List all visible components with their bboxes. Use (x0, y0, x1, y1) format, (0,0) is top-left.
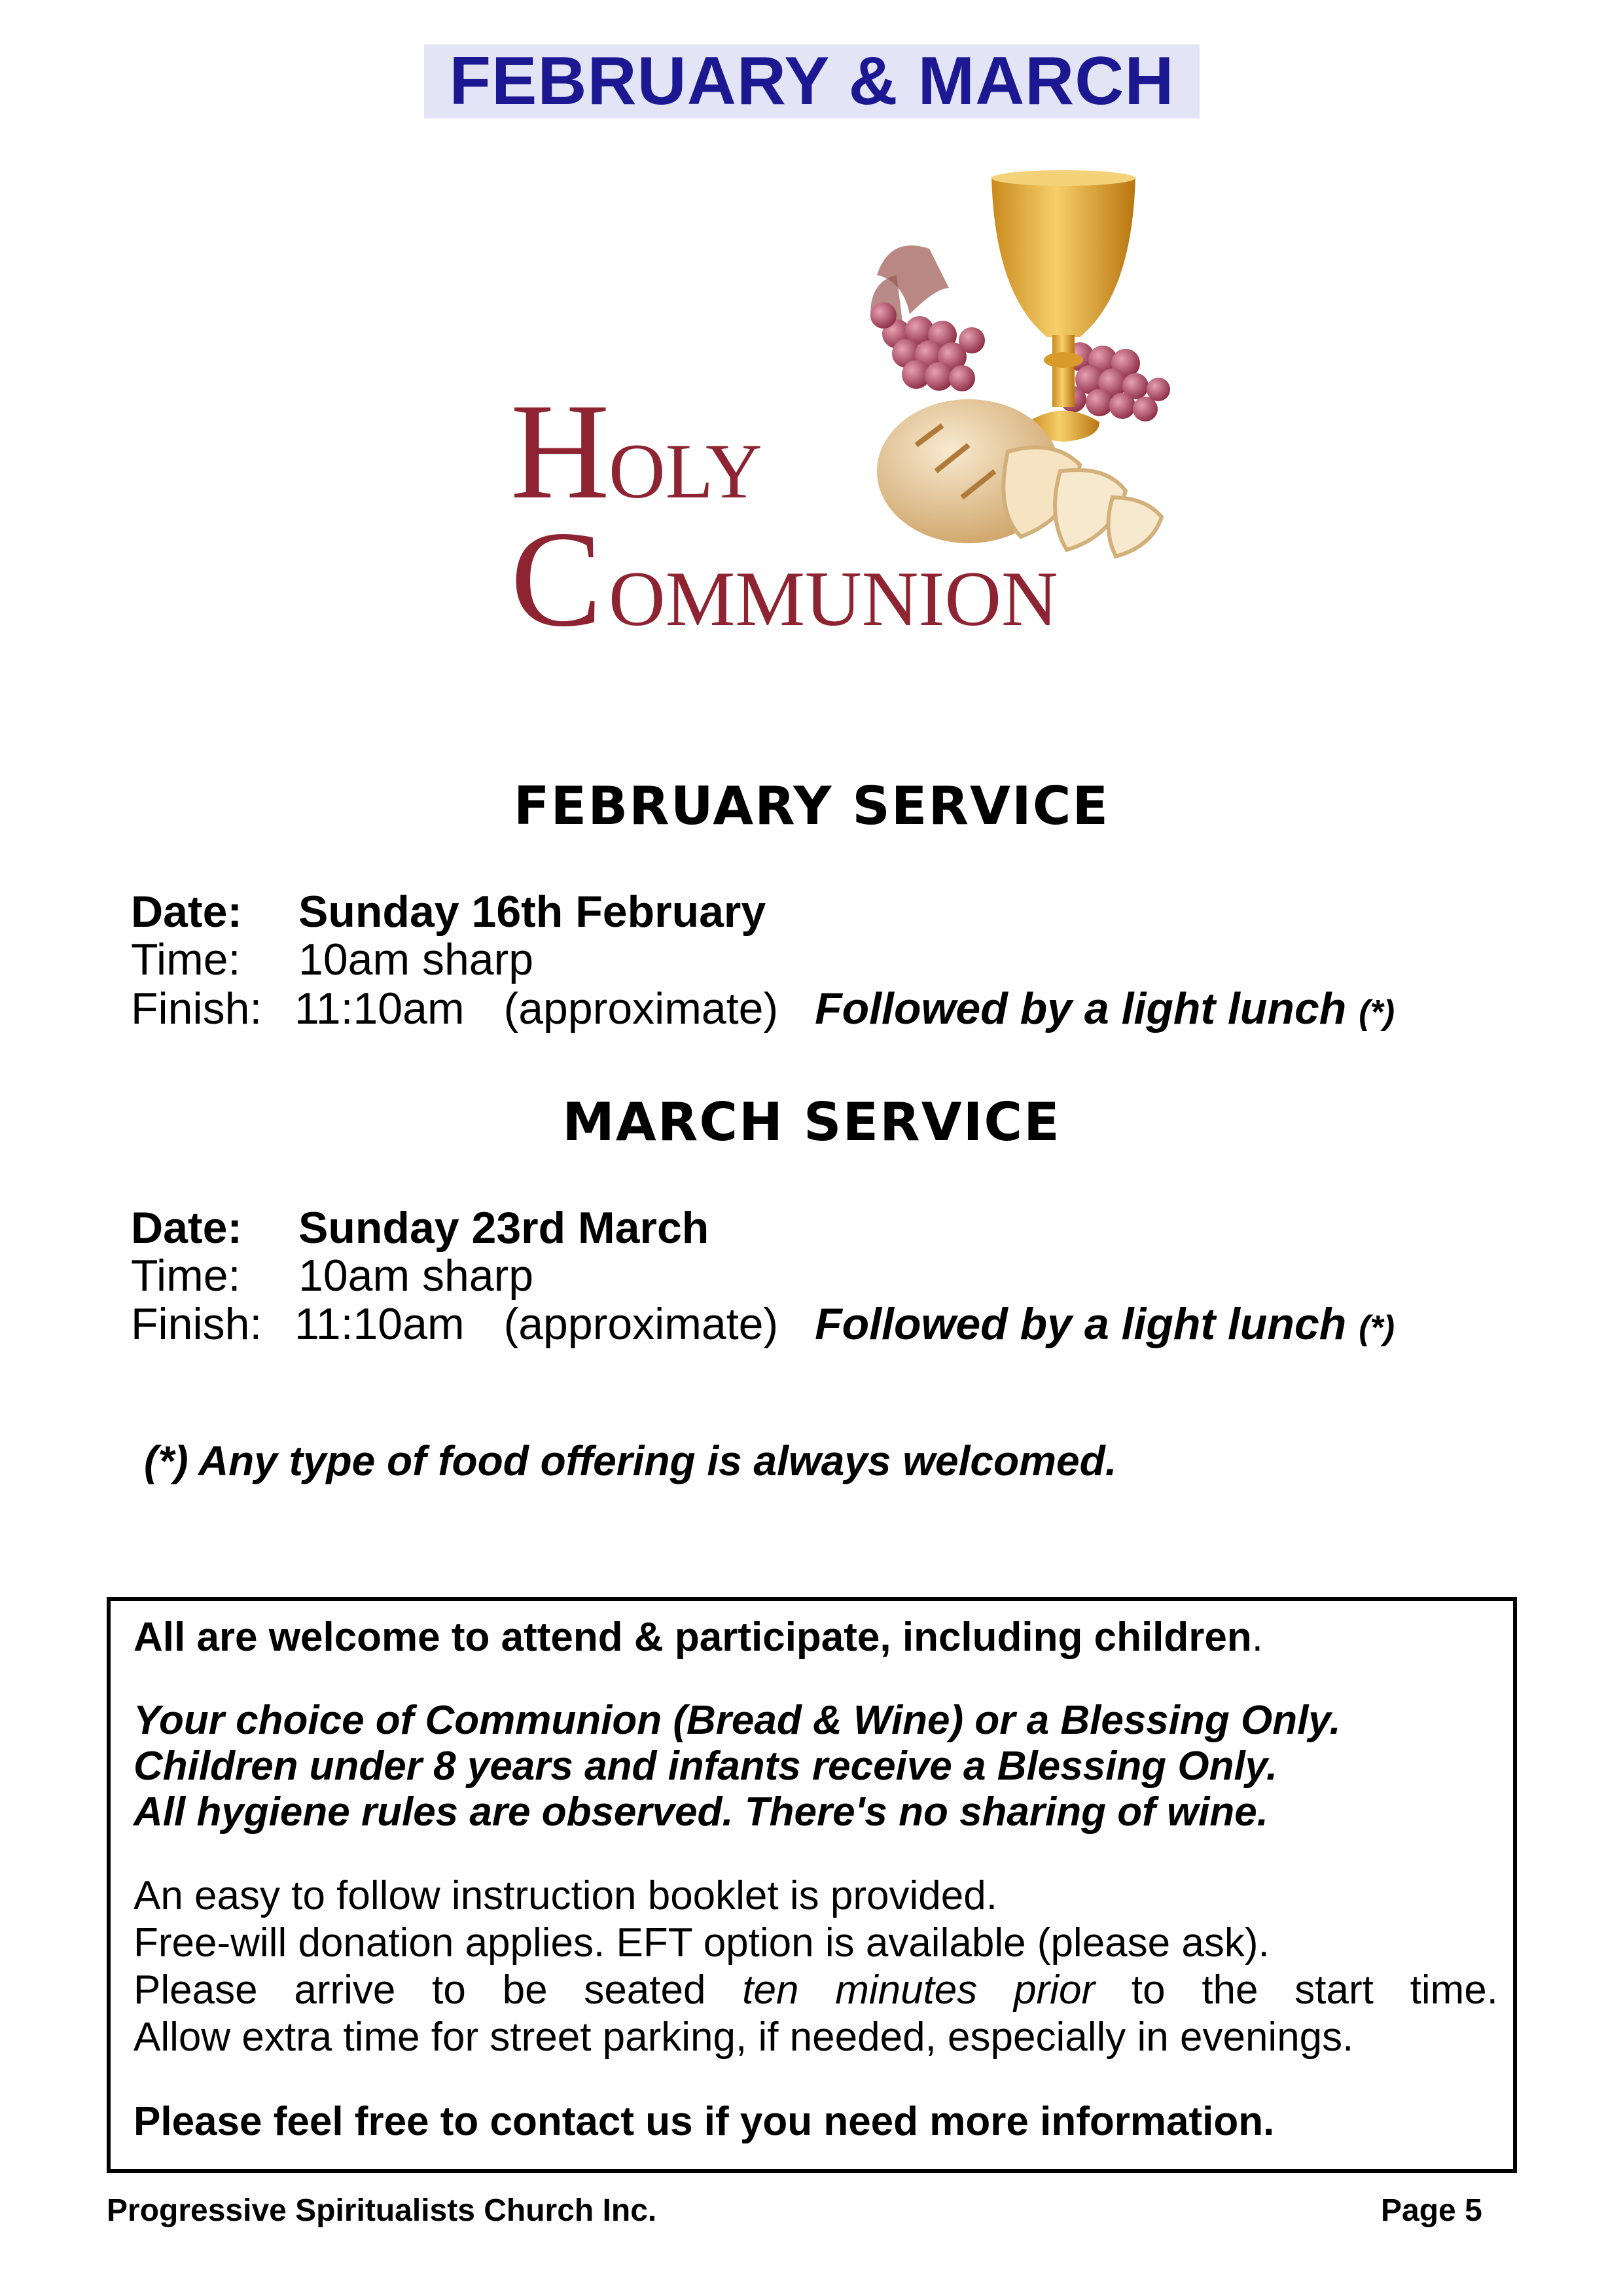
hygiene-line: All hygiene rules are observed. There's no sharing of wine. (134, 1789, 1269, 1835)
february-service-heading: FEBRUARY SERVICE (513, 776, 1110, 836)
arrival-line (134, 1967, 1498, 2014)
march-date-row (131, 1203, 709, 1253)
booklet-line: An easy to follow instruction booklet is provided. (134, 1873, 997, 1918)
footer-organization: Progressive Spiritualists Church Inc. (107, 2193, 657, 2228)
welcome-text: All are welcome to attend & participate, including children (134, 1615, 1252, 1660)
donation-line: Free-will donation applies. EFT option is available (please ask). (134, 1920, 1270, 1965)
arrival-text-end: to the start time. (1131, 1967, 1498, 2013)
children-blessing-line: Children under 8 years and infants receive a Blessing Only. (134, 1744, 1278, 1789)
march-time-row (131, 1251, 533, 1300)
february-finish-note: (approximate) (503, 984, 779, 1033)
contact-line: Please feel free to contact us if you need more information. (134, 2099, 1275, 2144)
welcome-line (134, 1614, 1263, 1661)
february-date-value: Sunday 16th February (298, 887, 766, 937)
communion-choice-line: Your choice of Communion (Bread & Wine) or a Blessing Only. (134, 1698, 1341, 1743)
march-time-label: Time: (131, 1251, 241, 1300)
logo-text-communion: OMMUNION (609, 555, 1058, 641)
march-finish-label: Finish: (131, 1299, 262, 1349)
february-finish-label: Finish: (131, 984, 262, 1033)
february-asterisk: (*) (1359, 994, 1395, 1031)
march-date-label: Date: (131, 1203, 243, 1253)
welcome-period: . (1251, 1615, 1263, 1660)
chalice-bread-grapes-illustration (510, 164, 1204, 641)
holy-communion-logo (510, 164, 1204, 641)
logo-text-holy-initial: H (510, 376, 610, 528)
arrival-text-start: Please arrive to be seated (134, 1967, 706, 2013)
march-finish-note: (approximate) (503, 1299, 779, 1349)
february-time-label: Time: (131, 935, 241, 984)
footer-page-number: Page 5 (1381, 2193, 1482, 2228)
february-date-row (131, 887, 766, 937)
february-date-label: Date: (131, 887, 243, 937)
logo-text-communion-initial: C (510, 503, 603, 641)
march-finish-value: 11:10am (294, 1299, 465, 1349)
parking-line: Allow extra time for street parking, if needed, especially in evenings. (134, 2015, 1354, 2060)
february-time-row (131, 935, 533, 984)
arrival-text-emphasis: ten minutes prior (742, 1967, 1096, 2013)
march-time-value: 10am sharp (298, 1251, 534, 1300)
march-lunch-note: Followed by a light lunch (815, 1299, 1347, 1349)
march-service-heading: MARCH SERVICE (562, 1092, 1061, 1153)
march-date-value: Sunday 23rd March (298, 1203, 709, 1253)
february-finish-row (131, 984, 1395, 1037)
logo-text-holy: OLY (609, 427, 762, 514)
february-time-value: 10am sharp (298, 935, 534, 984)
february-lunch-note: Followed by a light lunch (815, 984, 1347, 1033)
march-finish-row (131, 1299, 1395, 1353)
february-finish-value: 11:10am (294, 984, 465, 1033)
information-box (107, 1597, 1517, 2173)
food-offering-footnote: (*) Any type of food offering is always welcomed. (144, 1437, 1117, 1484)
page-title: FEBRUARY & MARCH (424, 45, 1200, 118)
march-asterisk: (*) (1359, 1309, 1395, 1347)
